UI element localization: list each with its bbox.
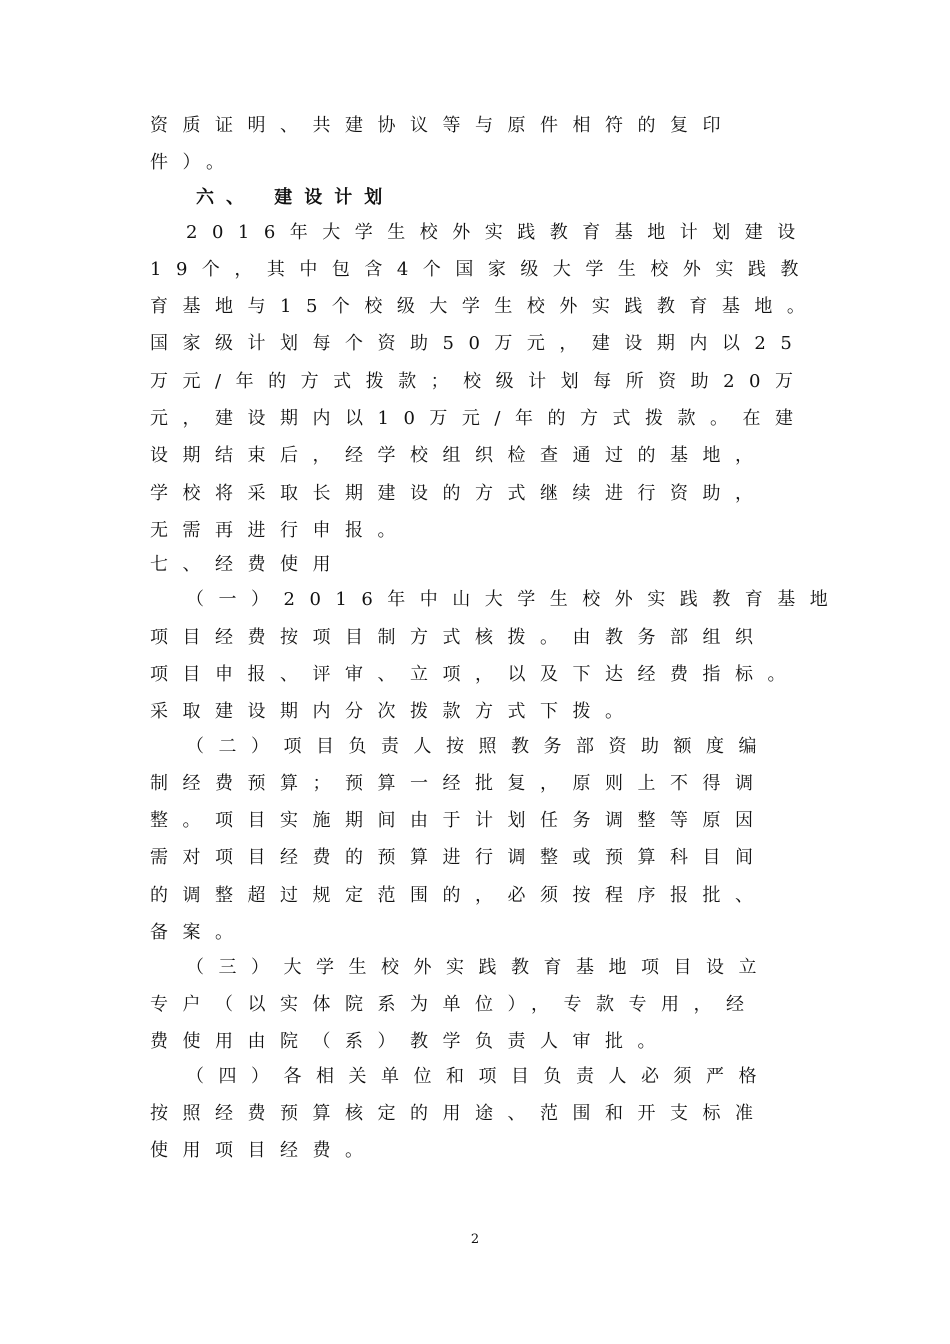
- text-line: 项目申报、评审、立项，以及下达经费指标。: [150, 664, 800, 685]
- text-line: 的调整超过规定范围的，必须按程序报批、: [150, 885, 768, 906]
- text-line: 2016年大学生校外实践教育基地计划建设: [186, 222, 810, 243]
- section-heading-funding-use: 七、经费使用: [150, 554, 345, 575]
- text-line: 备案。: [150, 922, 248, 943]
- page-number: 2: [470, 1232, 480, 1247]
- text-line: 专户（以实体院系为单位），专款专用，经: [150, 994, 759, 1015]
- section-heading-construction-plan: 六、 建设计划: [196, 187, 395, 208]
- text-line: 使用项目经费。: [150, 1140, 378, 1161]
- text-line: 无需再进行申报。: [150, 520, 410, 541]
- text-line: 19个，其中包含4个国家级大学生校外实践教: [150, 259, 813, 280]
- text-line: （二）项目负责人按照教务部资助额度编: [186, 736, 771, 757]
- text-line: 按照经费预算核定的用途、范围和开支标准: [150, 1103, 768, 1124]
- text-line: （三）大学生校外实践教育基地项目设立: [186, 957, 771, 978]
- text-line: 万元/年的方式拨款；校级计划每所资助20万: [150, 371, 808, 392]
- text-line: 资质证明、共建协议等与原件相符的复印: [150, 115, 735, 136]
- text-line: 件）。: [150, 152, 239, 173]
- text-line: 制经费预算；预算一经批复，原则上不得调: [150, 773, 768, 794]
- text-line: 元，建设期内以10万元/年的方式拨款。在建: [150, 408, 808, 429]
- text-line: 需对项目经费的预算进行调整或预算科目间: [150, 847, 768, 868]
- text-line: （四）各相关单位和项目负责人必须严格: [186, 1066, 771, 1087]
- text-line: 设期结束后，经学校组织检查通过的基地，: [150, 445, 768, 466]
- text-line: 整。项目实施期间由于计划任务调整等原因: [150, 810, 768, 831]
- text-line: （一）2016年中山大学生校外实践教育基地: [186, 589, 843, 610]
- text-line: 学校将采取长期建设的方式继续进行资助，: [150, 483, 768, 504]
- text-line: 费使用由院（系）教学负责人审批。: [150, 1031, 670, 1052]
- text-line: 采取建设期内分次拨款方式下拨。: [150, 701, 638, 722]
- text-line: 项目经费按项目制方式核拨。由教务部组织: [150, 627, 768, 648]
- text-line: 育基地与15个校级大学生校外实践教育基地。: [150, 296, 820, 317]
- text-line: 国家级计划每个资助50万元，建设期内以25: [150, 333, 807, 354]
